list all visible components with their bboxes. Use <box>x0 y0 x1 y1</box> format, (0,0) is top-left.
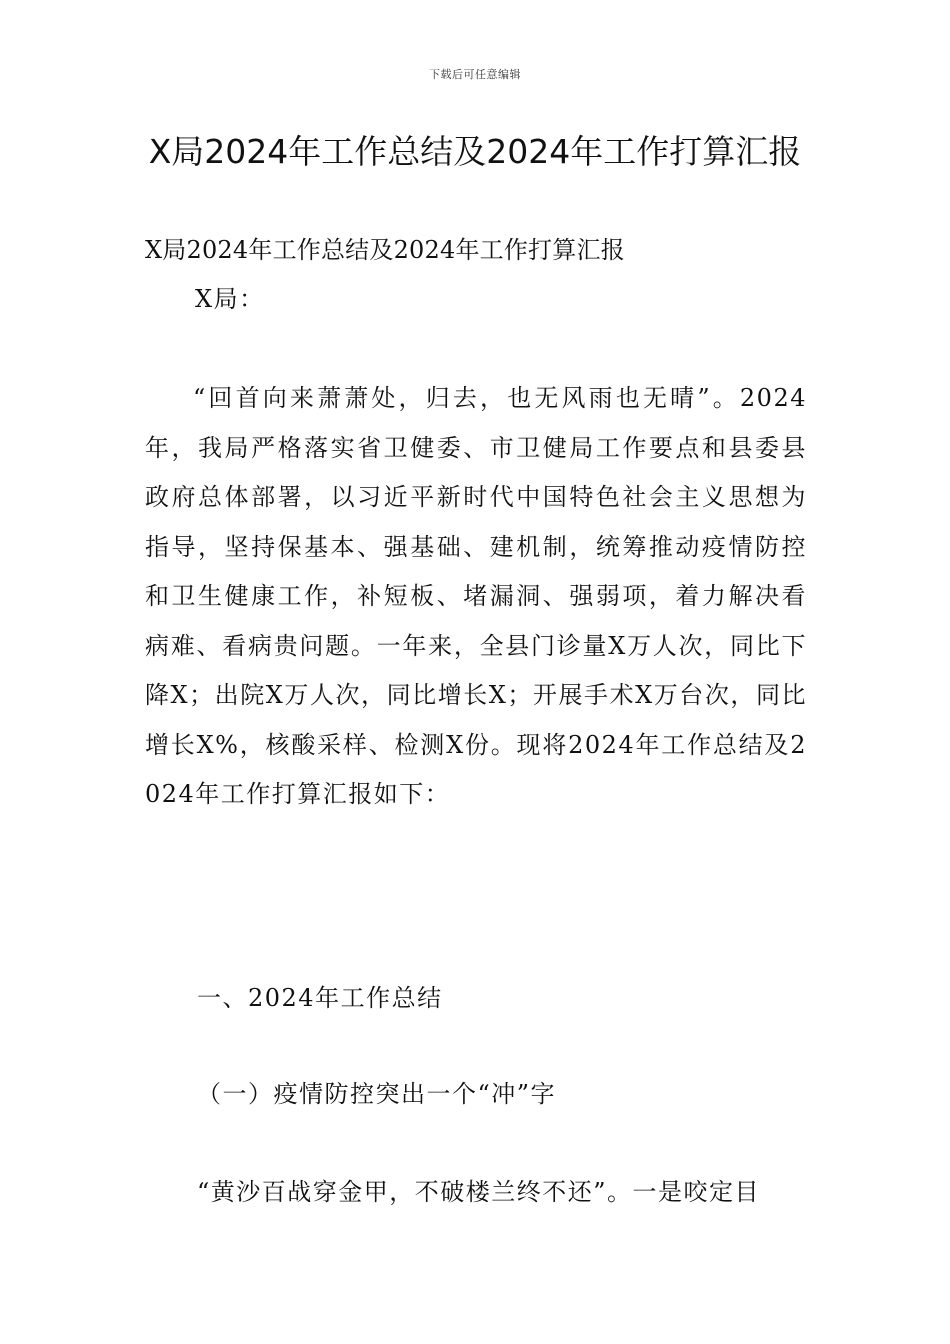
document-title: X局2024年工作总结及2024年工作打算汇报 <box>148 132 802 171</box>
subsection-heading: （一）疫情防控突出一个“冲”字 <box>197 1080 557 1108</box>
salutation: X局： <box>195 285 265 313</box>
header-note: 下载后可任意编辑 <box>429 68 521 81</box>
body-paragraph: “黄沙百战穿金甲，不破楼兰终不还”。一是咬定目 <box>197 1178 761 1206</box>
intro-paragraph: “回首向来萧萧处，归去，也无风雨也无晴”。2024年，我局严格落实省卫健委、市卫健局工作要点和县委县政府总体部署，以习近平新时代中国特色社会主义思想为指导，坚持保基本、强基础、建机制，统筹推动疫情防控和卫生健康工作，补短板、堵漏洞、强弱项，着力解决看病难、看病贵问题。一年来，全县门诊量X万人次，同比下降X；出院X万人次，同比增长X；开展手术X万台次，同比增长X%，核酸采样、检测X份。现将2024年工作总结及2024年工作打算汇报如下： <box>145 384 807 808</box>
subtitle-line: X局2024年工作总结及2024年工作打算汇报 <box>145 236 625 264</box>
section-heading: 一、2024年工作总结 <box>197 984 443 1012</box>
